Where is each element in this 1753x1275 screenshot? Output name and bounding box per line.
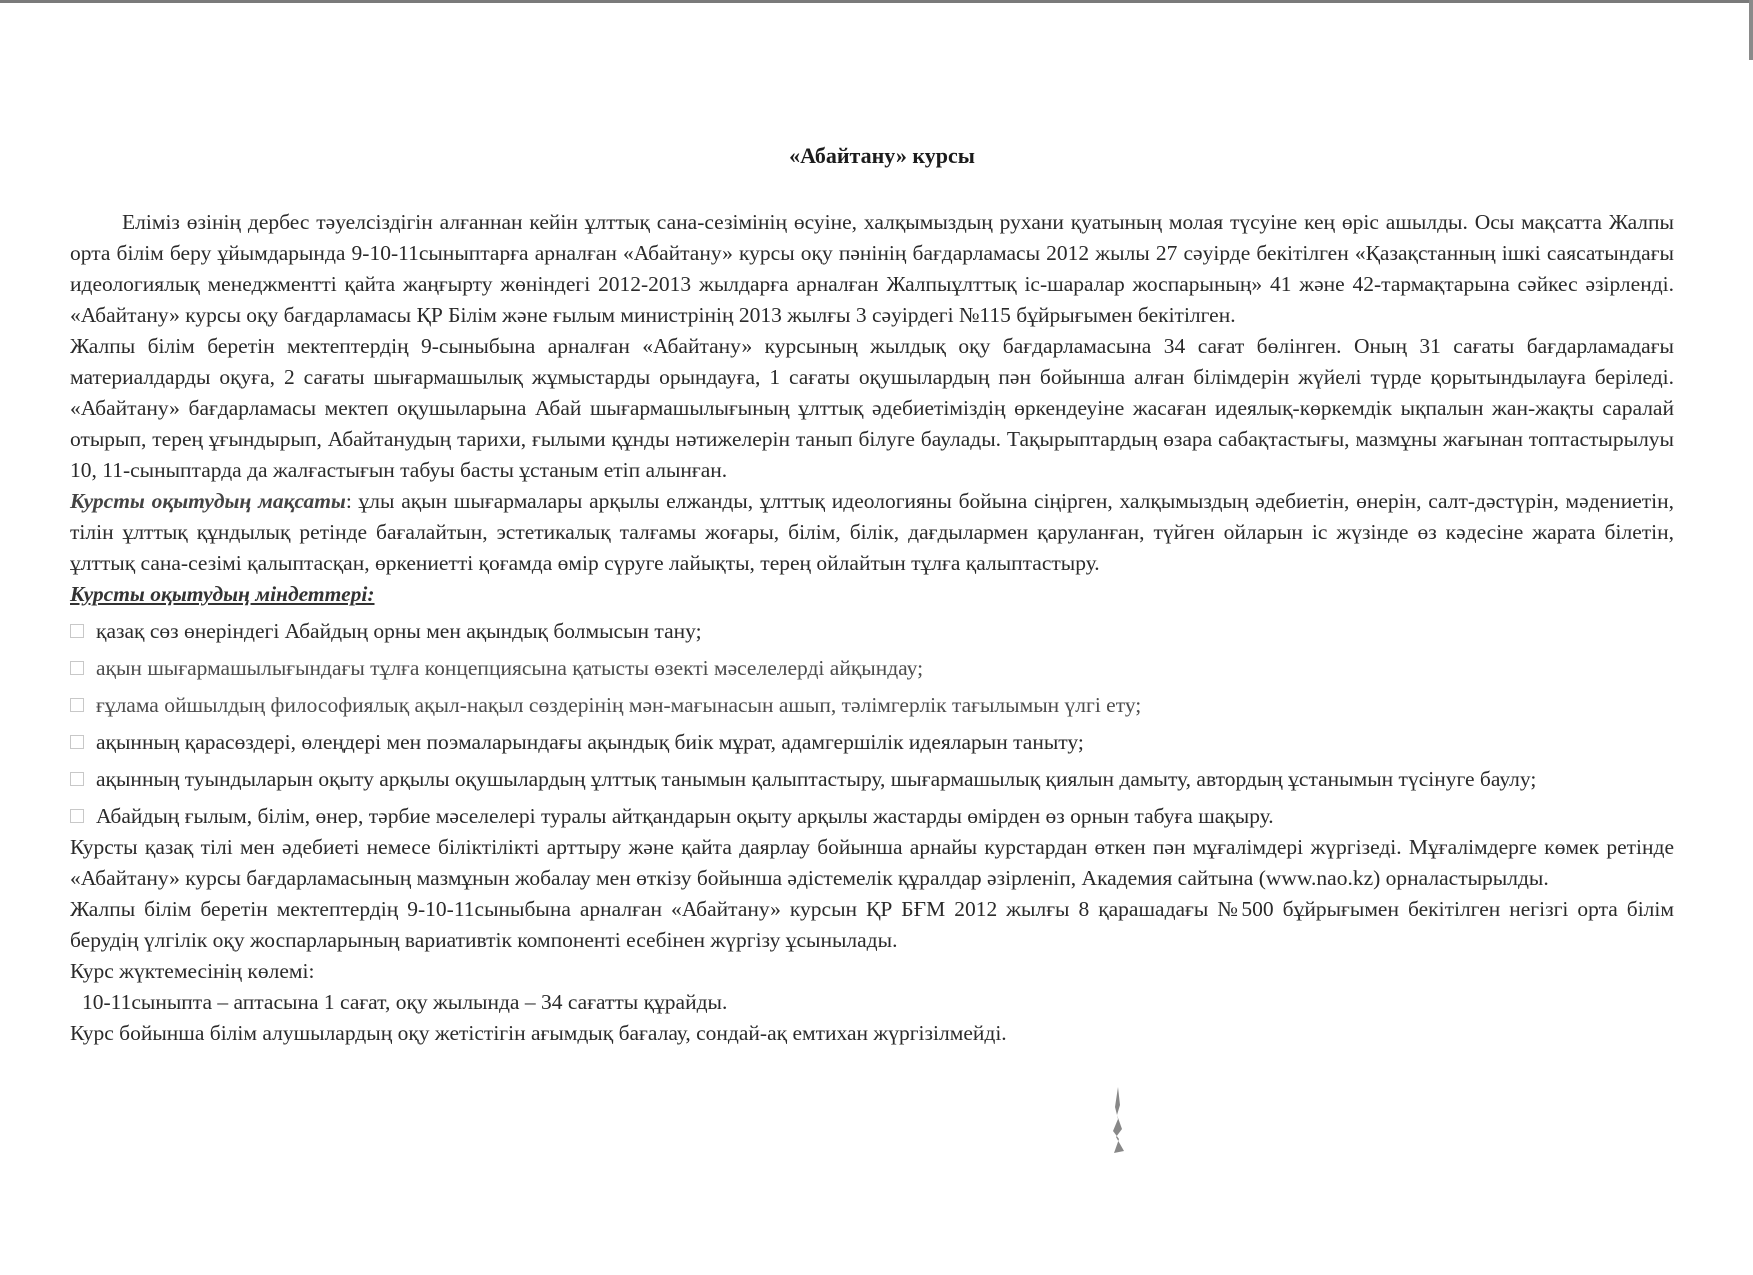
paragraph-order: Жалпы білім беретін мектептердің 9-10-11сыныбына арналған «Абайтану» курсын ҚР БҒМ 2012 жылғы 8 қарашадағы №500 бұйрығымен бекітілген негізгі орта білім берудің үлгілік оқу жоспарларының вариативтік компоненті есебінен жүргізу ұсынылады.: [70, 897, 1674, 952]
list-item: қазақ сөз өнеріндегі Абайдың орны мен ақындық болмысын тану;: [70, 616, 1674, 647]
scan-edge-right: [1749, 0, 1753, 60]
paragraph-assessment: Курс бойынша білім алушылардың оқу жетістігін ағымдық бағалау, сондай-ақ емтихан жүргізілмейді.: [70, 1021, 1007, 1045]
load-heading: Курс жүктемесінің көлемі:: [70, 959, 315, 983]
paragraph-teachers: Курсты қазақ тілі мен әдебиеті немесе біліктілікті арттыру және қайта даярлау бойынша арнайы курстардан өткен пән мұғалімдері жүргізеді. Мұғалімдерге көмек ретінде «Абайтану» курсы бағдарламасының мазмұнын жобалау мен өткізу бойынша әдістемелік құралдар әзірленіп, Академия сайтына (www.nao.kz) орналастырылды.: [70, 835, 1674, 890]
tasks-list: [70, 616, 1674, 832]
list-item: ақын шығармашылығындағы тұлға концепциясына қатысты өзекті мәселелерді айқындау;: [70, 653, 1674, 684]
document-title: «Абайтану» курсы: [789, 143, 975, 168]
paragraph-hours: Жалпы білім беретін мектептердің 9-сыныбына арналған «Абайтану» курсының жылдық оқу бағдарламасына 34 сағат бөлінген. Оның 31 сағаты бағдарламадағы материалдарды оқуға, 2 сағаты шығармашылық жұмыстарды орындауға, 1 сағаты оқушылардың пән бойынша алған білімдерін жүйелі түрде қорытындылауға беріледі. «Абайтану» бағдарламасы мектеп оқушыларына Абай шығармашылығының ұлттық әдебиетіміздің өркендеуіне жасаған идеялық-көркемдік ықпалын жан-жақты саралай отырып, терең ұғындырып, Абайтанудың тарихи, ғылыми құнды нәтижелерін танып білуге баулады. Тақырыптардың өзара сабақтастығы, мазмұны жағынан топтастырылуы 10, 11-сыныптарда да жалғастығын табуы басты ұстаным етіп алынған.: [70, 334, 1674, 482]
list-item: Абайдың ғылым, білім, өнер, тәрбие мәселелері туралы айтқандарын оқыту арқылы жастарды өмірден өз орнын табуға шақыру.: [70, 801, 1674, 832]
paragraph-intro: Еліміз өзінің дербес тәуелсіздігін алғаннан кейін ұлттық сана-сезімінің өсуіне, халқымыздың рухани қуатының молая түсуіне кең өріс ашылды. Осы мақсатта Жалпы орта білім беру ұйымдарында 9-10-11сыныптарға арналған «Абайтану» курсы оқу пәнінің бағдарламасы 2012 жылы 27 сәуірде бекітілген «Қазақстанның ішкі саясатындағы идеологиялық менеджментті қайта жаңғырту жөніндегі 2012-2013 жылдарға арналған Жалпыұлттық іс-шаралар жоспарының» 41 және 42-тармақтарына сәйкес әзірленді. «Абайтану» курсы оқу бағдарламасы ҚР Білім және ғылым министрінің 2013 жылғы 3 сәуірдегі №115 бұйрығымен бекітілген.: [70, 210, 1674, 327]
paragraph-goal: [70, 486, 1674, 579]
bullet-box-icon: [70, 624, 84, 638]
goal-text: : ұлы ақын шығармалары арқылы елжанды, ұлттық идеологияны бойына сіңірген, халқымыздың әдебиетін, өнерін, салт-дәстүрін, мәдениетін, тілін ұлттық құндылық ретінде бағалайтын, эстетикалық талғамы жоғары, білім, білік, дағдылармен қаруланған, түйген ойларын іс жүзінде өз кәдесіне жарата білетін, ұлттық сана-сезімі қалыптасқан, өркениетті қоғамда өмір сүруге лайықты, терең ойлайтын тұлға қалыптастыру.: [70, 489, 1674, 575]
bullet-box-icon: [70, 735, 84, 749]
bullet-box-icon: [70, 661, 84, 675]
bullet-box-icon: [70, 809, 84, 823]
bullet-box-icon: [70, 772, 84, 786]
tasks-heading: Курсты оқытудың міндеттері:: [70, 582, 375, 606]
goal-label: Курсты оқытудың мақсаты: [70, 489, 346, 513]
list-item: ғұлама ойшылдың философиялық ақыл-нақыл сөздерінің мән-мағынасын ашып, тәлімгерлік тағылымын үлгі ету;: [70, 690, 1674, 721]
bullet-box-icon: [70, 698, 84, 712]
load-text: 10-11сыныпта – аптасына 1 сағат, оқу жылында – 34 сағатты құрайды.: [82, 990, 728, 1014]
document-page: [70, 140, 1674, 1049]
scan-edge-top: [0, 0, 1753, 3]
list-item: ақынның туындыларын оқыту арқылы оқушылардың ұлттық танымын қалыптастыру, шығармашылық қиялын дамыту, автордың ұстанымын түсінуге баулу;: [70, 764, 1674, 795]
list-item: ақынның қарасөздері, өлеңдері мен поэмаларындағы ақындық биік мұрат, адамгершілік идеяларын таныту;: [70, 727, 1674, 758]
ink-mark-icon: [1108, 1085, 1130, 1155]
